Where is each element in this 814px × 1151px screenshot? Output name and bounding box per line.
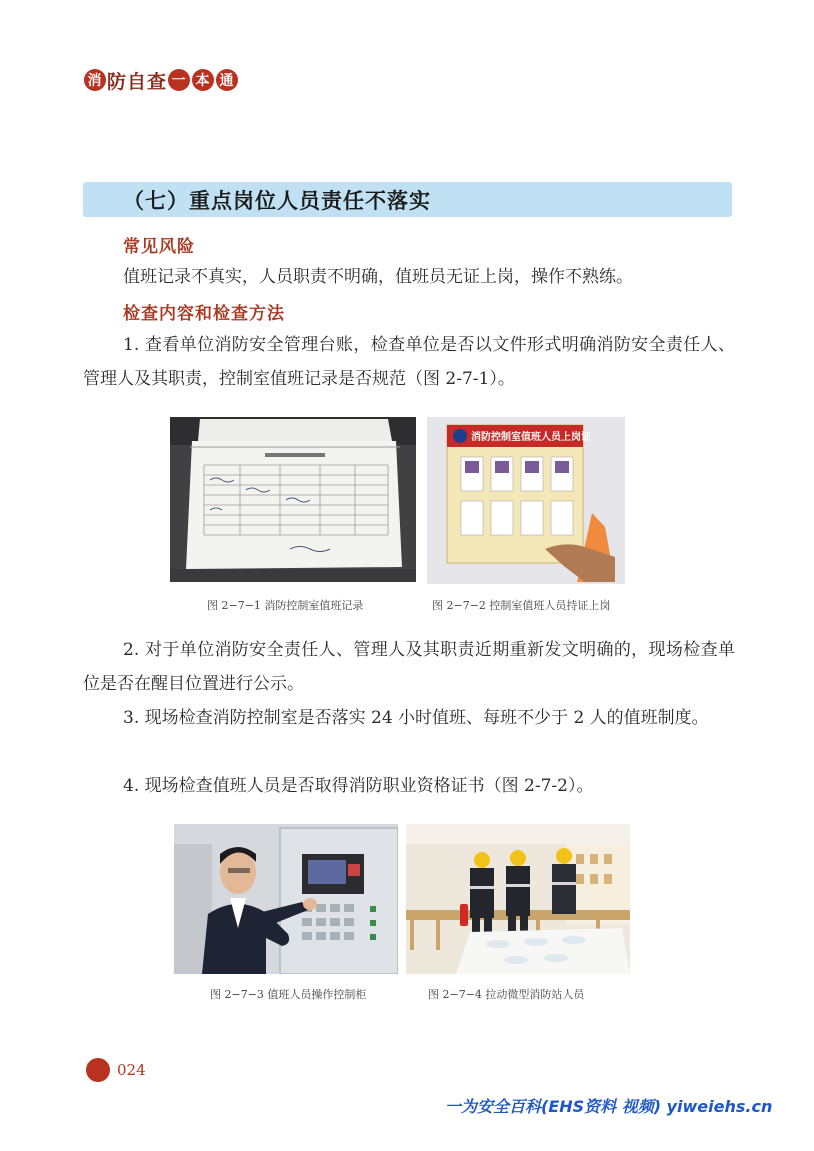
inspection-item-3: 3. 现场检查消防控制室是否落实 24 小时值班、每班不少于 2 人的值班制度。 bbox=[123, 708, 709, 728]
inspection-heading: 检查内容和检查方法 bbox=[123, 304, 285, 324]
figure-firefighter-drill bbox=[406, 824, 630, 974]
inspection-item-2: 2. 对于单位消防安全责任人、管理人及其职责近期重新发文明确的，现场检查单位是否在醒目位置进行公示。 bbox=[83, 640, 735, 694]
figure-1-caption: 图 2−7−1 消防控制室值班记录 bbox=[207, 599, 364, 612]
common-risk-heading: 常见风险 bbox=[123, 237, 195, 257]
inspection-item-1: 1. 查看单位消防安全管理台账，检查单位是否以文件形式明确消防安全责任人、管理人及其职责，控制室值班记录是否规范（图 2-7-1）。 bbox=[83, 335, 735, 389]
figure-2-caption: 图 2−7−2 控制室值班人员持证上岗 bbox=[432, 599, 611, 612]
common-risk-text: 值班记录不真实，人员职责不明确，值班员无证上岗，操作不熟练。 bbox=[123, 267, 633, 287]
watermark-text: 一为安全百科(EHS资料 视频) yiweiehs.cn bbox=[445, 1097, 773, 1116]
brand-char-7: 通 bbox=[216, 69, 238, 91]
figure-4-caption: 图 2−7−4 拉动微型消防站人员 bbox=[428, 988, 585, 1001]
brand-char-6: 本 bbox=[192, 69, 214, 91]
figure-3-caption: 图 2−7−3 值班人员操作控制柜 bbox=[210, 988, 367, 1001]
section-header bbox=[83, 182, 732, 217]
page-number-dot bbox=[86, 1058, 110, 1082]
certificate-board-title: 消防控制室值班人员上岗证 bbox=[471, 432, 591, 443]
page-number: 024 bbox=[117, 1061, 146, 1079]
section-title: （七）重点岗位人员责任不落实 bbox=[123, 187, 431, 213]
brand-char-2: 防 bbox=[107, 70, 128, 93]
figure-duty-logbook bbox=[170, 417, 416, 582]
figure-certificate-board bbox=[427, 417, 625, 584]
inspection-item-4: 4. 现场检查值班人员是否取得消防职业资格证书（图 2-7-2）。 bbox=[123, 776, 594, 796]
figure-control-cabinet bbox=[174, 824, 398, 974]
brand-char-5: 一 bbox=[168, 69, 190, 91]
brand-char-4: 查 bbox=[147, 70, 168, 93]
book-brand bbox=[83, 66, 239, 94]
brand-char-3: 自 bbox=[127, 70, 148, 93]
brand-char-1: 消 bbox=[84, 69, 106, 91]
